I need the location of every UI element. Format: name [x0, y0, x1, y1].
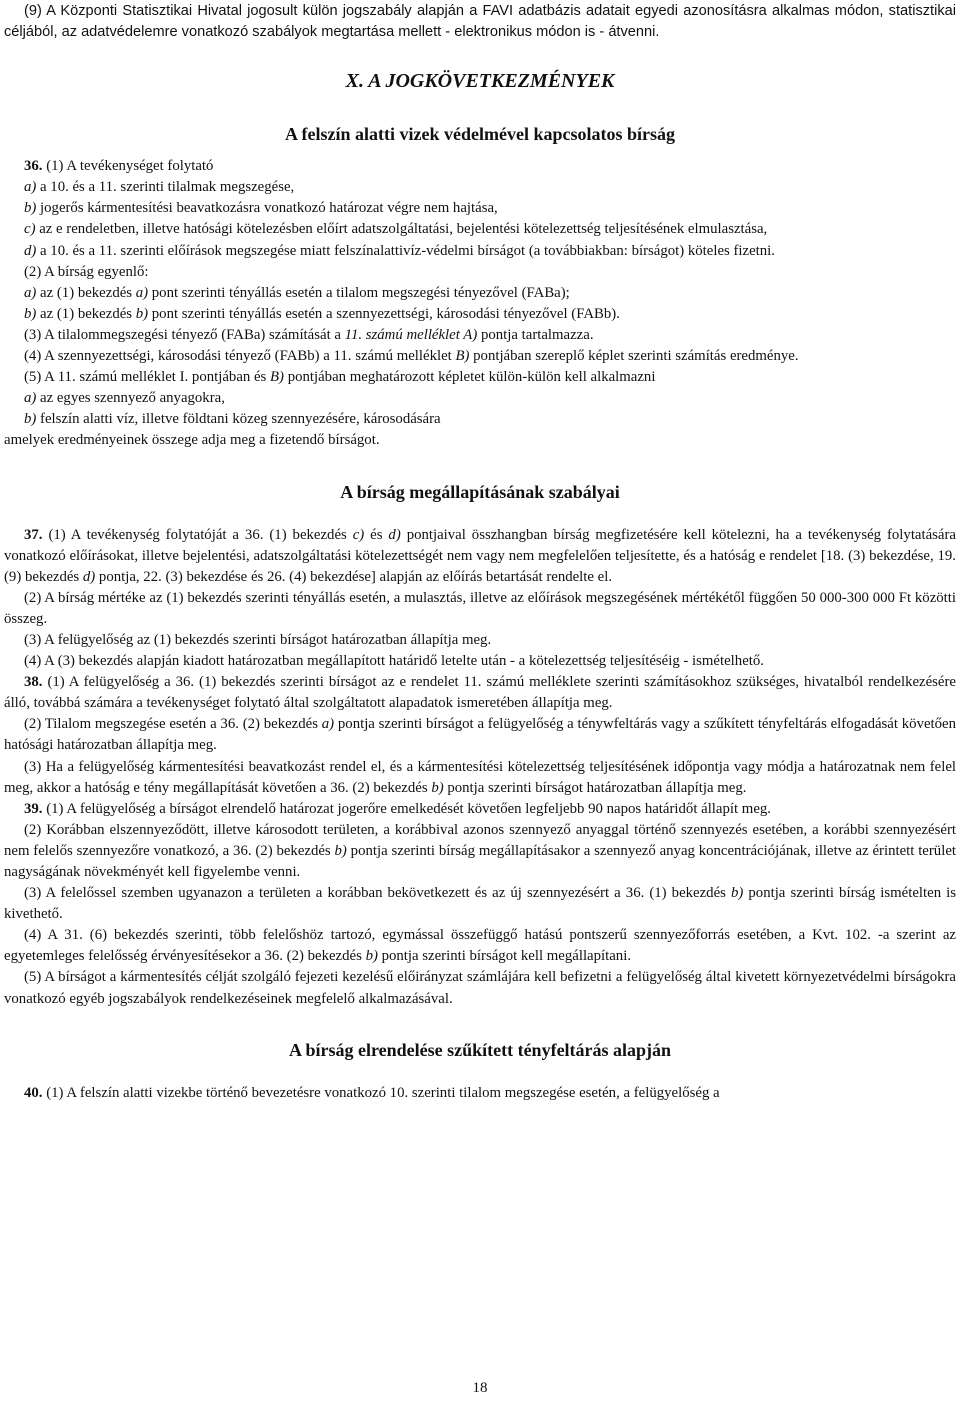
document-body [4, 1, 956, 1104]
section-36-item-c: c) az e rendeletben, illetve hatósági kötelezésben előírt adatszolgáltatási, bejelentési kötelezettség teljesítésének elmulasztása, [24, 221, 768, 238]
section-39-para-4: (4) A 31. (6) bekezdés szerinti, több felelőshöz tartozó, egymással összefüggő hatású pontszerű szennyezőforrás esetében, a Kvt. 102. -a szerint az egyetemleges felelősség érvényesítésekor a 36. (2) bekezdés b) pontja szerinti bírságot kell megállapítani. [4, 927, 956, 965]
section-title-narrowed-fact-finding: A bírság elrendelése szűkített tényfeltárás alapján [288, 1039, 672, 1060]
section-36-number: 36. [24, 158, 43, 175]
section-39-number: 39. [24, 800, 43, 817]
section-36-para-5b: b) felszín alatti víz, illetve földtani közeg szennyezésére, károsodására [24, 411, 441, 428]
section-36-item-d: d) a 10. és a 11. szerinti előírások megszegése miatt felszínalattivíz-védelmi bírságot (a továbbiakban: bírságot) köteles fizetni. [24, 242, 775, 259]
section-39-para-5: (5) A bírságot a kármentesítés célját szolgáló fejezeti kezelésű előirányzat számlájára kell befizetni a felügyelőség által kivetett környezetvédelmi bírságokra vonatkozó egyéb jogszabályok rendelkezéseinek megfelelő alkalmazásával. [4, 969, 956, 1007]
section-37-para-1: 37. (1) A tevékenység folytatóját a 36. (1) bekezdés c) és d) pontjaival összhangban bírság megfizetésére kell kötelezni, ha a tevékenység folytatására vonatkozó előírásokat, illetve bejelentési, adatszolgáltatási kötelezettségét nem vagy nem megfelelően teljesítette, és a hatóság e rendelet [18. (3) bekezdése, 19. (9) bekezdés d) pontja, 22. (3) bekezdése és 26. (4) bekezdése] alapján az előírás betartását rendelte el. [4, 526, 956, 585]
section-38-para-1: 38. (1) A felügyelőség a 36. (1) bekezdés szerinti bírságot az e rendelet 11. számú melléklete szerinti számításokhoz szükséges, hivatalból rendelkezésére álló, továbbá számára a tevékenységet folytató által szolgáltatott alapadatok ismeretében állapítja meg. [4, 674, 956, 712]
section-37-number: 37. [24, 526, 43, 543]
page-number: 18 [472, 1380, 488, 1396]
section-36-para-2b: b) az (1) bekezdés b) pont szerinti tényállás esetén a szennyezettségi, károsodási tényezővel (FABb). [24, 305, 620, 322]
section-36-para-5: (5) A 11. számú melléklet I. pontjában és B) pontjában meghatározott képletet külön-külön kell alkalmazni [24, 369, 656, 386]
section-36-heading [4, 156, 956, 177]
section-38-para-2: (2) Tilalom megszegése esetén a 36. (2) bekezdés a) pontja szerinti bírságot a felügyelőség a ténywfeltárás vagy a szűkített tényfeltárás elfogadását követően hatósági határozatban állapítja meg. [4, 716, 957, 754]
section-38-para-3: (3) Ha a felügyelőség kármentesítési beavatkozást rendel el, és a kármentesítési kötelezettség teljesítésének időpontja vagy módja a határozatnak nem felel meg, akkor a hatóság e tény megállapítását követően a 36. (2) bekezdés b) pontja szerinti bírságot határozatban állapítja meg. [4, 758, 956, 796]
section-40-number: 40. [24, 1084, 43, 1101]
section-36-para-2: (2) A bírság egyenlő: [24, 263, 149, 280]
section-36-item-b: b) jogerős kármentesítési beavatkozásra vonatkozó határozat végre nem hajtása, [24, 200, 498, 217]
section-title-groundwater-fine: A felszín alatti vizek védelmével kapcsolatos bírság [285, 124, 675, 145]
section-36-item-a: a) a 10. és a 11. szerinti tilalmak megszegése, [24, 179, 295, 196]
section-39-para-3: (3) A felelőssel szemben ugyanazon a területen a korábban bekövetkezett és az új szennyezésért a 36. (1) bekezdés b) pontja szerinti bírság ismételten is kivethető. [4, 885, 957, 923]
section-title-fine-rules: A bírság megállapításának szabályai [340, 481, 620, 502]
section-37-para-3: (3) A felügyelőség az (1) bekezdés szerinti bírságot határozatban állapítja meg. [24, 631, 492, 648]
section-38-number: 38. [24, 674, 43, 691]
section-40-para-1: 40. (1) A felszín alatti vizekbe történő bevezetésre vonatkozó 10. szerinti tilalom megszegése esetén, a felügyelőség a [24, 1084, 720, 1101]
section-36-para-5a: a) az egyes szennyező anyagokra, [24, 390, 225, 407]
section-39-para-2: (2) Korábban elszennyeződött, illetve károsodott területen, a korábbival azonos szennyező anyaggal történő szennyezés esetében, a korábbi szennyezésért nem felelős szennyezőre vonatkozó, a 36. (2) bekezdés b) pontja szerinti bírság megállapításakor a szennyező anyag koncentrációjának, illetve az érintett terület nagyságának növekményét kell figyelembe venni. [4, 821, 956, 880]
chapter-title: X. A JOGKÖVETKEZMÉNYEK [345, 70, 615, 93]
section-36-para-2a: a) az (1) bekezdés a) pont szerinti tényállás esetén a tilalom megszegési tényezővel (FABa); [24, 284, 570, 301]
intro-paragraph: (9) A Központi Statisztikai Hivatal jogosult külön jogszabály alapján a FAVI adatbázis adatait egyedi azonosításra alkalmas módon, statisztikai céljából, az adatvédelemre vonatkozó szabályok megtartása mellett - elektronikus módon is - átvenni. [4, 3, 956, 41]
section-36-para-5-end: amelyek eredményeinek összege adja meg a fizetendő bírságot. [4, 432, 380, 449]
section-37-para-2: (2) A bírság mértéke az (1) bekezdés szerinti tényállás esetén, a mulasztás, illetve az előírások megszegésének mértékétől függően 50 000-300 000 Ft közötti összeg. [4, 589, 956, 627]
section-36-heading-text: (1) A tevékenységet folytató [46, 158, 214, 175]
section-36-para-3: (3) A tilalommegszegési tényező (FABa) számítását a 11. számú melléklet A) pontja tartalmazza. [24, 326, 594, 343]
section-37-para-4: (4) A (3) bekezdés alapján kiadott határozatban megállapított határidő letelte után - a kötelezettség teljesítéséig - ismételhető. [24, 653, 764, 670]
section-39-para-1: 39. (1) A felügyelőség a bírságot elrendelő határozat jogerőre emelkedését követően legfeljebb 90 napos határidőt állapít meg. [24, 800, 771, 817]
section-36-para-4: (4) A szennyezettségi, károsodási tényező (FABb) a 11. számú melléklet B) pontjában szereplő képlet szerinti számítás eredménye. [24, 348, 799, 365]
